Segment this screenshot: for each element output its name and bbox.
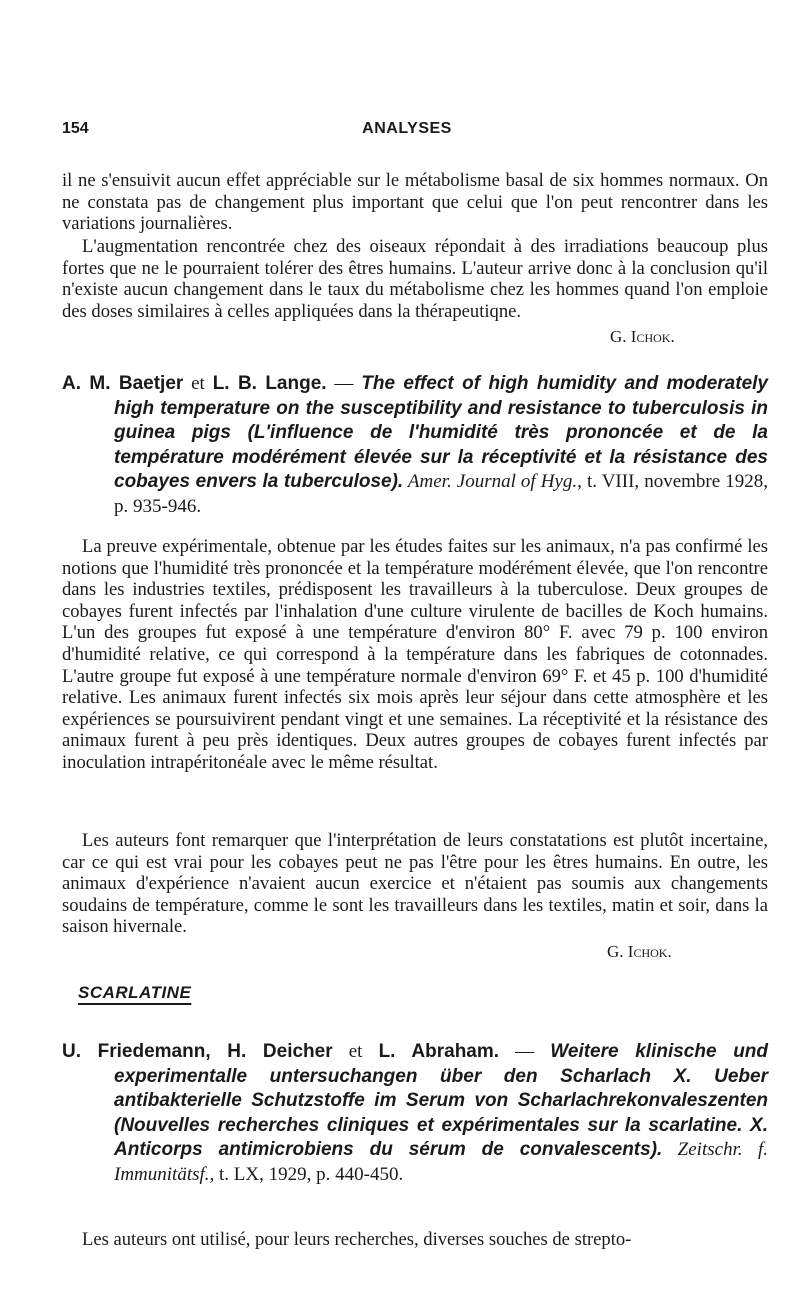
reference-text [62,1040,768,1188]
paragraph-continuation: il ne s'ensuivit aucun effet appréciable sur le métabolisme basal de six hommes normaux. On ne constata pas de changement plus important que celui que l'on peut rencontrer dans les variations journalières. [62,170,768,235]
signature-2 [607,942,672,962]
signature-name: Ichok. [627,942,672,961]
paragraph-next: Les auteurs ont utilisé, pour leurs recherches, diverses souches de strepto- [82,1229,632,1250]
reference-translation: (Nouvelles recherches cliniques et expérimentales sur la scarlatine. X. Anticorps antimicrobiens du sérum de convalescents). [114,1114,768,1161]
reference-authors-second: L. Abraham. [378,1041,500,1062]
reference-journal: Zeitschr. f. Immunitätsf., [114,1139,769,1185]
reference-details: t. LX, 1929, p. 440-450. [214,1163,404,1185]
reference-authors: A. M. Baetjer [62,373,184,394]
reference-dash: — [326,373,362,394]
reference-baetjer-lange [62,372,768,520]
reference-title: The effect of high humidity and moderately high temperature on the susceptibility and resistance to tuberculosis in guinea pigs [114,373,768,444]
section-title-scarlatine: SCARLATINE [78,983,192,1002]
reference-journal: Amer. Journal of Hyg., [403,471,582,493]
reference-authors-second: L. B. Lange. [212,373,327,394]
signature-initial: G. [610,327,627,346]
signature-initial: G. [607,942,624,961]
signature-1 [610,327,675,347]
reference-dash: — [499,1041,551,1062]
reference-friedemann [62,1040,768,1188]
reference-translation: (L'influence de l'humidité très prononcée et de la température modérément élevée sur la réceptivité et la résistance des cobayes envers la tuberculose). [114,422,768,493]
reference-title: Weitere klinische und experimentalle untersuchangen über den Scharlach X. Ueber antibakterielle Schutzstoffe im Serum von Scharlachrekonvaleszenten [114,1041,769,1112]
reference-conjunction: et [183,373,213,394]
paragraph-conclusion: L'augmentation rencontrée chez des oiseaux répondait à des irradiations beaucoup plus fortes que ne le pourraient tolérer des êtres humains. L'auteur arrive donc à la conclusion qu'il n'existe aucun changement dans le taux du métabolisme chez les hommes quand l'on emploie des doses similaires à celles appliquées dans la thérapeutiqne. [62,236,768,322]
paragraph-remarks: Les auteurs font remarquer que l'interprétation de leurs constatations est plutôt incertaine, car ce qui est vrai pour les cobayes peut ne pas l'être pour les êtres humains. En outre, les animaux d'expérience n'avaient aucun exercice et n'étaient pas soumis aux changements soudains de température, comme le sont les travailleurs dans les textiles, matin et soir, dans la saison hivernale. [62,830,768,938]
reference-details: t. VIII, novembre 1928, p. 935-946. [114,471,768,517]
running-head: ANALYSES [362,120,452,137]
page-header [62,120,752,144]
reference-text [62,372,768,520]
reference-authors: U. Friedemann, H. Deicher [62,1041,333,1062]
signature-name: Ichok. [630,327,675,346]
page-number: 154 [62,120,89,137]
paragraph-summary: La preuve expérimentale, obtenue par les études faites sur les animaux, n'a pas confirmé les notions que l'humidité très prononcée et la température modérément élevée, que l'on rencontre dans les industries textiles, prédisposent les travailleurs à la tuberculose. Deux groupes de cobayes furent infectés par l'inhalation d'une culture virulente de bacilles de Koch humains. L'un des groupes fut exposé à une température d'environ 80° F. avec 79 p. 100 environ d'humidité relative, ce qui correspond à la température dans les fabriques de cotonnades. L'autre groupe fut exposé à une température normale d'environ 69° F. et 45 p. 100 d'humidité relative. Les animaux furent infectés six mois après leur séjour dans cette atmosphère et les expériences se poursuivirent pendant vingt et une semaines. La réceptivité et la résistance des animaux furent à peu près identiques. Deux autres groupes de cobayes furent infectés par inoculation intrapéritonéale avec le même résultat. [62,536,768,773]
reference-conjunction: et [332,1041,379,1062]
